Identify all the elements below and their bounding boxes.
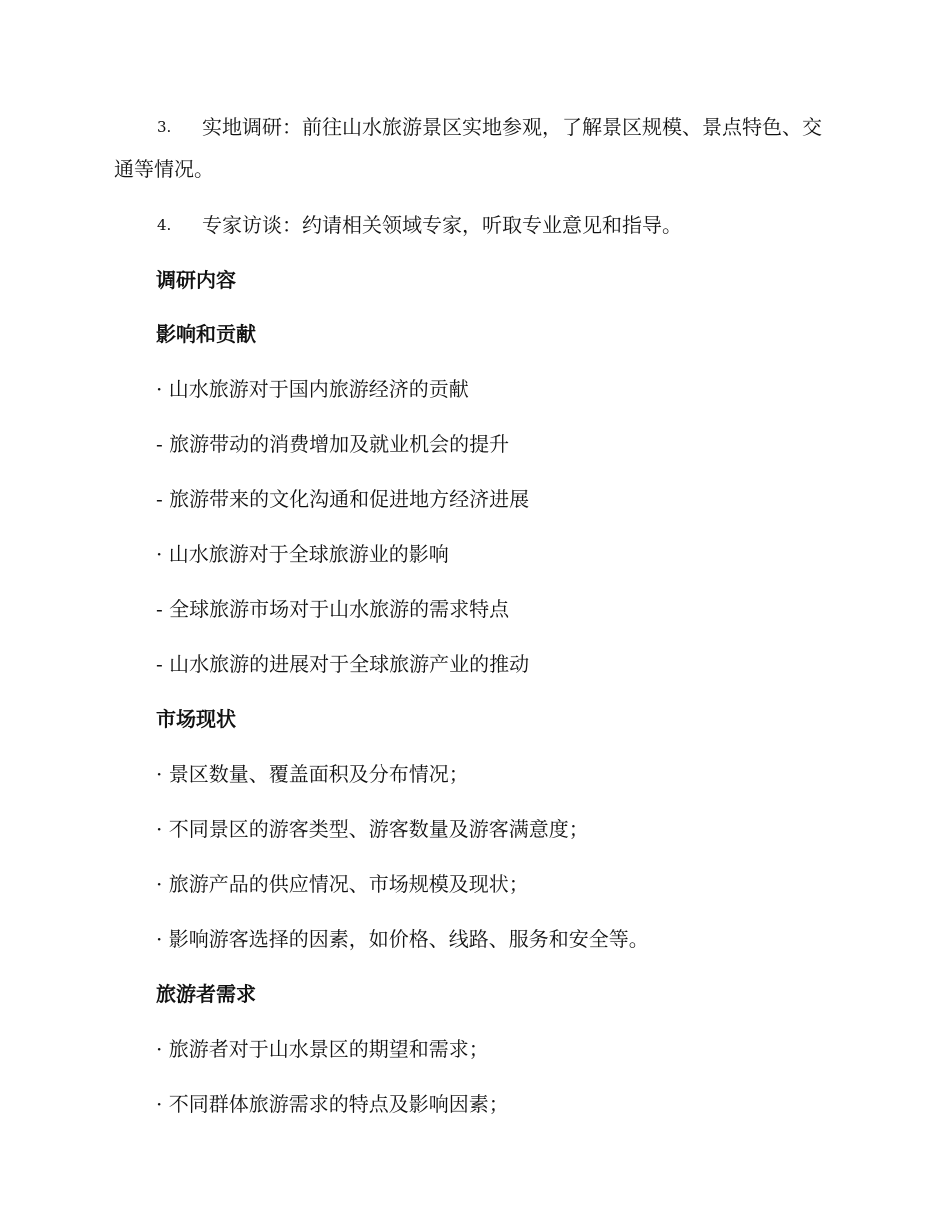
market-line: · 景区数量、覆盖面积及分布情况； (156, 762, 469, 786)
demand-line: · 不同群体旅游需求的特点及影响因素； (156, 1092, 509, 1116)
item-number: 4. (157, 216, 172, 234)
impact-line: · 山水旅游对于国内旅游经济的贡献 (156, 377, 469, 401)
numbered-item-3 (114, 106, 834, 190)
market-line: · 影响游客选择的因素，如价格、线路、服务和安全等。 (156, 927, 649, 951)
item-text: 实地调研：前往山水旅游景区实地参观，了解景区规模、景点特色、交通等情况。 (114, 115, 822, 181)
market-line: · 旅游产品的供应情况、市场规模及现状； (156, 872, 529, 896)
impact-line: - 全球旅游市场对于山水旅游的需求特点 (156, 597, 510, 621)
impact-line: - 山水旅游的进展对于全球旅游产业的推动 (156, 652, 530, 676)
impact-line: - 旅游带来的文化沟通和促进地方经济进展 (156, 487, 530, 511)
demand-line: · 旅游者对于山水景区的期望和需求； (156, 1037, 489, 1061)
impact-heading: 影响和贡献 (156, 322, 256, 346)
section-title: 调研内容 (156, 268, 236, 292)
item-number: 3. (157, 118, 172, 136)
impact-line: · 山水旅游对于全球旅游业的影响 (156, 542, 449, 566)
market-line: · 不同景区的游客类型、游客数量及游客满意度； (156, 817, 589, 841)
market-heading: 市场现状 (156, 707, 236, 731)
item-text: 专家访谈：约请相关领域专家，听取专业意见和指导。 (202, 213, 682, 237)
impact-line: - 旅游带动的消费增加及就业机会的提升 (156, 432, 510, 456)
demand-heading: 旅游者需求 (156, 982, 256, 1006)
numbered-item-4 (114, 204, 834, 246)
